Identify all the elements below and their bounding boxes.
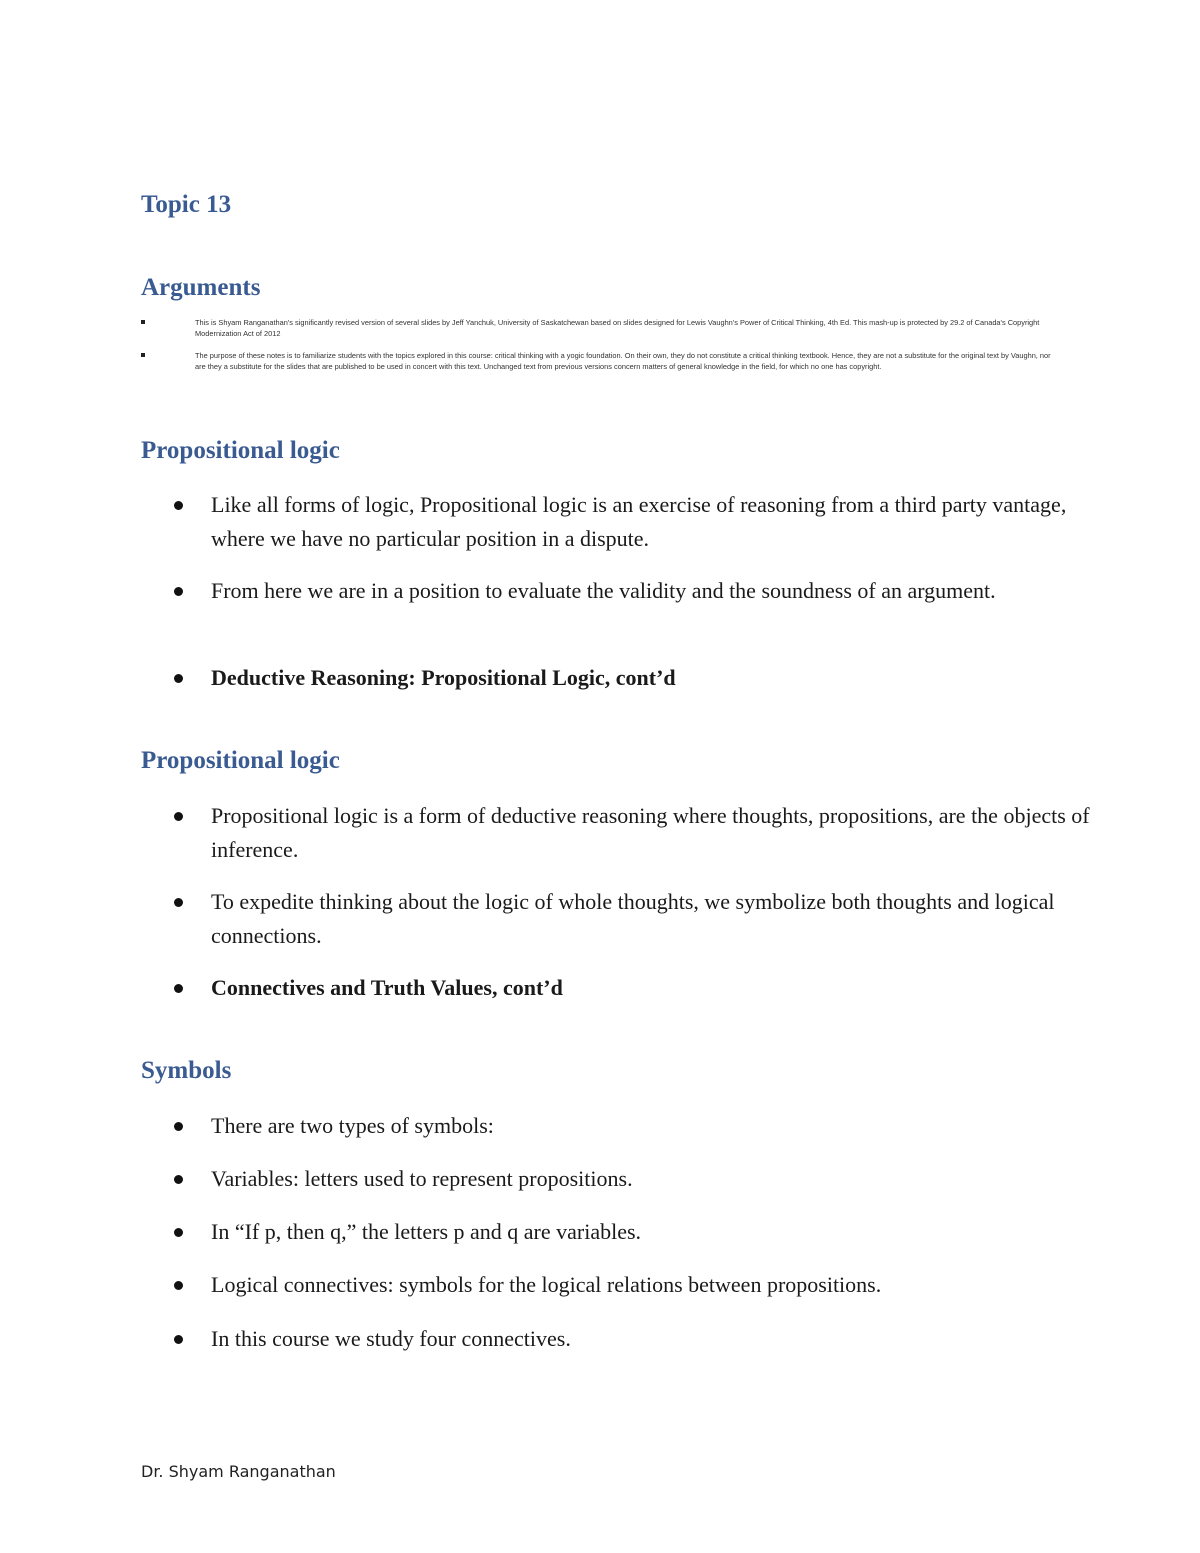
section-heading: Propositional logic xyxy=(141,747,340,774)
arguments-note xyxy=(141,317,1061,339)
list-item-text: In “If p, then q,” the letters p and q are variables. xyxy=(211,1219,642,1244)
bullet-icon xyxy=(174,674,183,683)
list-item-text: Variables: letters used to represent propositions. xyxy=(211,1166,633,1191)
list-item xyxy=(174,1162,1091,1196)
list-item-text: From here we are in a position to evaluate the validity and the soundness of an argument. xyxy=(211,578,996,603)
list-item-text: Propositional logic is a form of deductive reasoning where thoughts, propositions, are the objects of inference. xyxy=(211,803,1090,862)
arguments-note-text: This is Shyam Ranganathan's significantly revised version of several slides by Jeff Yanchuk, University of Saskatchewan based on slides designed for Lewis Vaughn's Power of Critical Thinking, 4th Ed. This mash-up is protected by 29.2 of Canada's Copyright Modernization Act of 2012 xyxy=(195,318,1040,338)
list-item-text: Logical connectives: symbols for the logical relations between propositions. xyxy=(211,1272,882,1297)
section-heading: Propositional logic xyxy=(141,437,340,464)
arguments-note xyxy=(141,350,1061,372)
list-item xyxy=(174,574,1091,608)
list-item xyxy=(174,1215,1091,1249)
list-item xyxy=(174,971,1091,1005)
list-item xyxy=(174,799,1091,867)
bullet-icon xyxy=(174,1281,183,1290)
list-item-text: Connectives and Truth Values, cont’d xyxy=(211,975,563,1000)
list-item xyxy=(174,1268,1091,1302)
list-item-text: Like all forms of logic, Propositional logic is an exercise of reasoning from a third party vantage, where we have no particular position in a dispute. xyxy=(211,492,1067,551)
arguments-note-text: The purpose of these notes is to familiarize students with the topics explored in this course: critical thinking with a yogic foundation. On their own, they do not constitute a critical thinking textbook. Hence, they are not a substitute for the original text by Vaughn, nor are they a substitute for the slides that are published to be used in concert with this text. Unchanged text from previous versions concern matters of general knowledge in the field, for which no one has copyright. xyxy=(195,351,1051,371)
bullet-icon xyxy=(174,984,183,993)
list-item xyxy=(174,661,1091,695)
bullet-icon xyxy=(174,1175,183,1184)
page-footer-author: Dr. Shyam Ranganathan xyxy=(141,1462,336,1481)
bullet-icon xyxy=(174,1228,183,1237)
list-item xyxy=(174,1322,1091,1356)
list-item-text: To expedite thinking about the logic of whole thoughts, we symbolize both thoughts and logical connections. xyxy=(211,889,1055,948)
bullet-icon xyxy=(174,587,183,596)
list-item-text: There are two types of symbols: xyxy=(211,1113,494,1138)
square-bullet-icon xyxy=(141,353,145,357)
section-heading: Symbols xyxy=(141,1057,232,1084)
bullet-icon xyxy=(174,898,183,907)
arguments-heading: Arguments xyxy=(141,274,261,301)
list-item xyxy=(174,1109,1091,1143)
topic-title: Topic 13 xyxy=(141,191,232,218)
list-item-text: Deductive Reasoning: Propositional Logic, cont’d xyxy=(211,665,676,690)
square-bullet-icon xyxy=(141,320,145,324)
list-item-text: In this course we study four connectives. xyxy=(211,1326,571,1351)
list-item xyxy=(174,885,1091,953)
bullet-icon xyxy=(174,812,183,821)
bullet-icon xyxy=(174,501,183,510)
list-item xyxy=(174,488,1091,556)
bullet-icon xyxy=(174,1122,183,1131)
arguments-notes xyxy=(141,317,1061,372)
bullet-icon xyxy=(174,1335,183,1344)
